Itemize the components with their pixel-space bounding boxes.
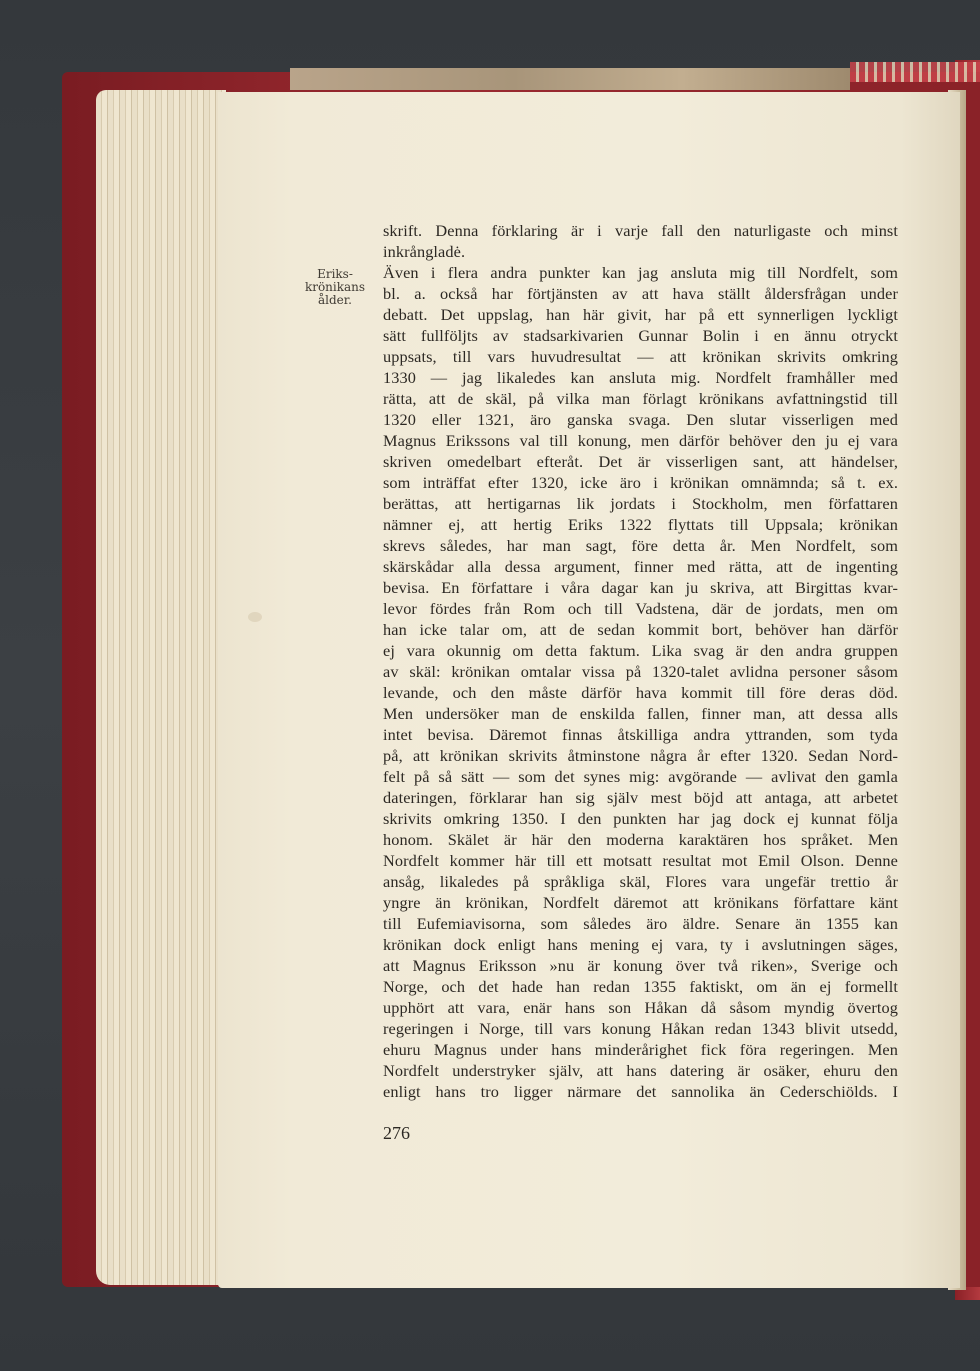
text-line: berättas, att hertigarnas lik jordats i Stockholm, men författaren xyxy=(383,494,898,513)
text-line: intet bevisa. Däremot finnas åtskilliga andra yttranden, som tyda xyxy=(383,725,898,744)
text-line: dateringen, förklarar han sig själv mest böjd att antaga, att arbetet xyxy=(383,788,898,807)
text-line: att Magnus Eriksson »nu är konung över två riken», Sverige och xyxy=(383,956,898,975)
text-line: krönikan dock enligt hans mening ej vara, ty i avslutningen säges, xyxy=(383,935,898,954)
text-line: skrivits omkring 1350. I den punkten har jag dock ej kunnat följa xyxy=(383,809,898,828)
text-line: Norge, och det hade han redan 1355 faktiskt, om än ej formellt xyxy=(383,977,898,996)
text-line: 1330 — jag likaledes kan ansluta mig. Nordfelt framhåller med xyxy=(383,368,898,387)
text-line: sätt fullföljts av stadsarkivarien Gunnar Bolin i en ännu otryckt xyxy=(383,326,898,345)
text-line: Nordfelt understryker själv, att hans datering är osäker, ehuru den xyxy=(383,1061,898,1080)
text-line: levor fördes från Rom och till Vadstena, där de jordats, men om xyxy=(383,599,898,618)
text-line: yngre än krönikan, Nordfelt däremot att krönikans författare känt xyxy=(383,893,898,912)
text-line: levande, och den måste därför hava kommit till före deras död. xyxy=(383,683,898,702)
text-line: honom. Skälet är här den moderna karaktären hos språket. Men xyxy=(383,830,898,849)
text-line: bl. a. också har förtjänsten av att hava ställt åldersfrågan under xyxy=(383,284,898,303)
body-text xyxy=(383,220,898,1102)
text-line: nämner ej, att hertig Eriks 1322 flyttats till Uppsala; krönikan xyxy=(383,515,898,534)
margin-note xyxy=(300,268,370,307)
text-line: Magnus Erikssons val till konung, men därför behöver den ju ej vara xyxy=(383,431,898,450)
margin-note-line: Eriks- xyxy=(317,267,353,281)
text-line: inkrångladė. xyxy=(383,242,466,261)
text-line: Men undersöker man de enskilda fallen, finner man, att dessa alls xyxy=(383,704,898,723)
page-stack-edge xyxy=(96,90,226,1285)
text-line: Även i flera andra punkter kan jag ansluta mig till Nordfelt, som xyxy=(383,263,898,282)
paper-stain xyxy=(248,612,262,622)
text-line: upphört att vara, enär hans son Håkan då såsom myndig övertog xyxy=(383,998,898,1017)
text-line: enligt hans tro ligger närmare det sannolika än Cederschiölds. I xyxy=(383,1082,898,1101)
text-line: han icke talar om, att de sedan kommit bort, behöver han därför xyxy=(383,620,898,639)
text-line: skärskådar alla dessa argument, finner med rätta, att de ingenting xyxy=(383,557,898,576)
text-line: regeringen i Norge, till vars konung Håkan redan 1343 blivit utsedd, xyxy=(383,1019,898,1038)
text-line: ansåg, likaledes på språkliga skäl, Flores vara ungefär trettio år xyxy=(383,872,898,891)
text-line: ehuru Magnus under hans minderårighet fick föra regeringen. Men xyxy=(383,1040,898,1059)
text-line: Nordfelt kommer här till ett motsatt resultat mot Emil Olson. Denne xyxy=(383,851,898,870)
page-number: 276 xyxy=(383,1123,410,1143)
text-line: av skäl: krönikan omtalar vissa på 1320-talet avlidna personer såsom xyxy=(383,662,898,681)
text-line: felt på så sätt — som det synes mig: avgörande — avlivat den gamla xyxy=(383,767,898,786)
text-line: på, att krönikan skrivits åtminstone några år efter 1320. Sedan Nord- xyxy=(383,746,898,765)
text-line: skrevs således, har man sagt, före detta år. Men Nordfelt, som xyxy=(383,536,898,555)
marbled-page-edge xyxy=(290,68,850,90)
text-line: debatt. Det uppslag, han här givit, har på ett synnerligen lyckligt xyxy=(383,305,898,324)
text-line: 1320 eller 1321, äro ganska svaga. Den slutar visserligen med xyxy=(383,410,898,429)
text-line: skrift. Denna förklaring är i varje fall den naturligaste och minst xyxy=(383,221,898,240)
text-line: uppsats, till vars huvudresultat — att krönikan skrivits omkring xyxy=(383,347,898,366)
text-line: rätta, att de skäl, på vilka man förlagt krönikans avfattningstid till xyxy=(383,389,898,408)
text-line: som inträffat efter 1320, icke äro i krönikan omnämnda; så t. ex. xyxy=(383,473,898,492)
margin-note-line: ålder. xyxy=(317,293,352,307)
margin-note-line: krönikans xyxy=(304,280,366,294)
text-line: skriven omedelbart efteråt. Det är visserligen sant, att händelser, xyxy=(383,452,898,471)
book-headband xyxy=(850,62,980,82)
text-line: till Eufemiavisorna, som således äro äldre. Senare än 1355 kan xyxy=(383,914,898,933)
text-line: ej vara okunnig om detta faktum. Lika svag är den andra gruppen xyxy=(383,641,898,660)
text-line: bevisa. En författare i våra dagar kan ju skriva, att Birgittas kvar- xyxy=(383,578,898,597)
